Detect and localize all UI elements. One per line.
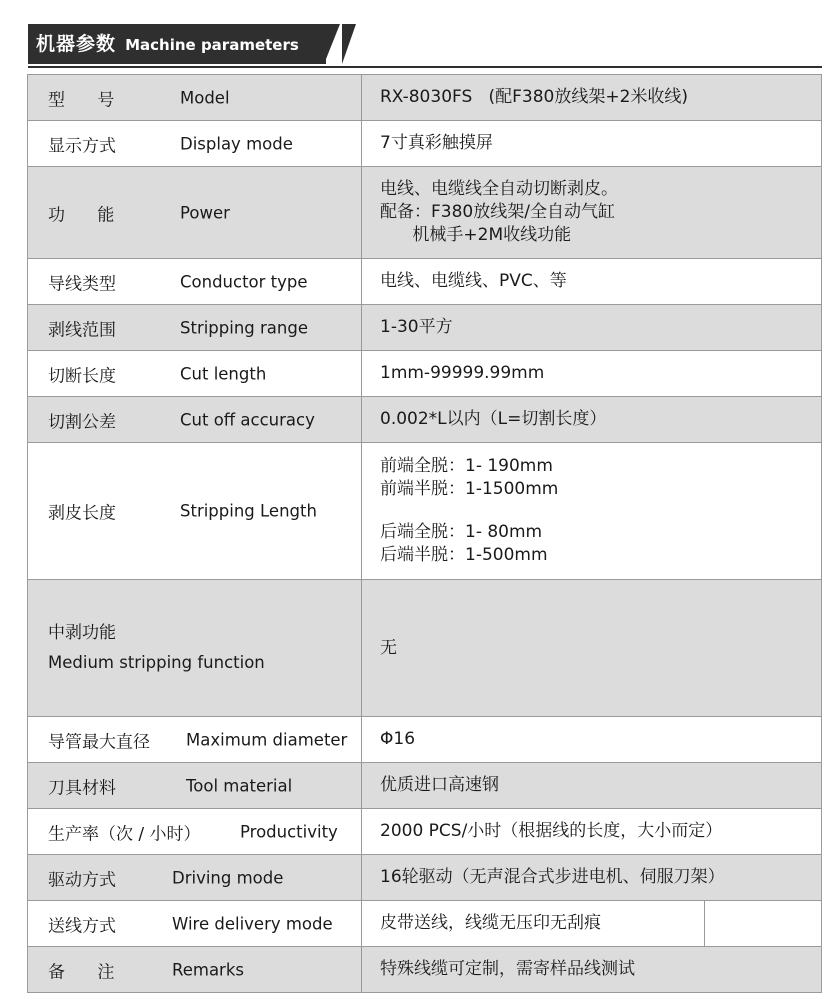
table-row-max-diameter bbox=[27, 717, 822, 763]
label-cell bbox=[27, 397, 362, 442]
value-line: 无 bbox=[380, 637, 397, 658]
header-title bbox=[36, 24, 299, 64]
label-cell bbox=[27, 121, 362, 166]
label-en: Power bbox=[180, 203, 230, 222]
label-cn: 剥线范围 bbox=[48, 320, 116, 340]
value-cell bbox=[362, 809, 822, 854]
parameters-table bbox=[27, 74, 822, 993]
table-row-remarks bbox=[27, 947, 822, 993]
label-en: Cut length bbox=[180, 364, 267, 383]
value-line: 7寸真彩触摸屏 bbox=[380, 133, 493, 153]
value-cell bbox=[362, 259, 822, 304]
value-line: 2000 PCS/小时（根据线的长度，大小而定） bbox=[380, 821, 723, 841]
value-line: 后端全脱：1- 80mm bbox=[380, 522, 543, 542]
label-cn: 导管最大直径 bbox=[48, 732, 150, 752]
label-cn: 切断长度 bbox=[48, 366, 116, 386]
label-cell bbox=[27, 305, 362, 350]
label-cn: 生产率（次 / 小时） bbox=[48, 824, 201, 844]
value-line: 配备：F380放线架/全自动气缸 bbox=[380, 202, 615, 222]
label-en: Display mode bbox=[180, 134, 293, 153]
value-cell bbox=[362, 947, 822, 992]
label-cn: 型 号 bbox=[48, 90, 115, 110]
table-row-driving-mode bbox=[27, 855, 822, 901]
value-line: 机械手+2M收线功能 bbox=[380, 225, 572, 245]
label-en: Cut off accuracy bbox=[180, 410, 315, 429]
value-cell bbox=[362, 167, 822, 258]
label-cn: 显示方式 bbox=[48, 136, 116, 156]
value-cell bbox=[362, 121, 822, 166]
label-en: Productivity bbox=[240, 822, 338, 841]
value-line: Φ16 bbox=[380, 729, 416, 749]
table-row-wire-delivery bbox=[27, 901, 822, 947]
empty-subcell bbox=[704, 901, 821, 946]
header-stripe-accent bbox=[342, 24, 356, 64]
label-cn: 功 能 bbox=[48, 205, 115, 225]
header-stripe bbox=[324, 24, 340, 64]
table-row-cut-length bbox=[27, 351, 822, 397]
label-cell bbox=[27, 75, 362, 120]
table-row-display bbox=[27, 121, 822, 167]
label-cell bbox=[27, 717, 362, 762]
label-stack bbox=[48, 618, 265, 678]
table-row-tool-material bbox=[27, 763, 822, 809]
label-cell bbox=[27, 351, 362, 396]
table-row-medium-stripping bbox=[27, 580, 822, 717]
table-row-power bbox=[27, 167, 822, 259]
label-en: Maximum diameter bbox=[186, 730, 348, 749]
label-en: Medium stripping function bbox=[48, 653, 265, 672]
value-cell bbox=[362, 580, 822, 716]
label-cell bbox=[27, 947, 362, 992]
header-title-en: Machine parameters bbox=[125, 36, 299, 54]
label-en: Model bbox=[180, 88, 230, 107]
label-en: Tool material bbox=[186, 776, 293, 795]
label-cell bbox=[27, 763, 362, 808]
table-row-productivity bbox=[27, 809, 822, 855]
table-row-model bbox=[27, 75, 822, 121]
header-divider bbox=[28, 66, 822, 68]
value-line: 皮带送线，线缆无压印无刮痕 bbox=[380, 913, 601, 933]
label-cn: 切割公差 bbox=[48, 412, 116, 432]
value-cell bbox=[362, 351, 822, 396]
label-cell bbox=[27, 580, 362, 716]
value-line: 0.002*L以内（L=切割长度） bbox=[380, 409, 607, 429]
label-cell bbox=[27, 809, 362, 854]
table-row-conductor-type bbox=[27, 259, 822, 305]
value-line: 1mm-99999.99mm bbox=[380, 363, 545, 383]
table-row-stripping-length bbox=[27, 443, 822, 580]
label-cn: 驱动方式 bbox=[48, 870, 116, 890]
value-line: 后端半脱：1-500mm bbox=[380, 545, 548, 565]
label-cell bbox=[27, 901, 362, 946]
value-cell bbox=[362, 901, 822, 946]
value-line: 特殊线缆可定制，需寄样品线测试 bbox=[380, 959, 635, 979]
value-line: 优质进口高速钢 bbox=[380, 775, 499, 795]
value-cell bbox=[362, 855, 822, 900]
label-cell bbox=[27, 443, 362, 579]
label-en: Stripping Length bbox=[180, 501, 317, 521]
table-row-stripping-range bbox=[27, 305, 822, 351]
value-cell bbox=[362, 75, 822, 120]
label-en: Driving mode bbox=[172, 868, 284, 887]
label-cell bbox=[27, 259, 362, 304]
label-en: Stripping range bbox=[180, 318, 308, 337]
label-cn: 剥皮长度 bbox=[48, 503, 116, 524]
label-cn: 刀具材料 bbox=[48, 778, 116, 798]
label-cell bbox=[27, 167, 362, 258]
value-line: 1-30平方 bbox=[380, 317, 453, 337]
section-header bbox=[28, 24, 348, 64]
header-title-cn: 机器参数 bbox=[36, 33, 117, 55]
value-cell bbox=[362, 717, 822, 762]
label-en: Conductor type bbox=[180, 272, 308, 291]
value-line: 电线、电缆线、PVC、等 bbox=[380, 271, 567, 291]
value-line: 前端全脱：1- 190mm bbox=[380, 456, 553, 476]
label-cn: 送线方式 bbox=[48, 916, 116, 936]
value-line: 电线、电缆线全自动切断剥皮。 bbox=[380, 179, 618, 199]
label-cn: 中剥功能 bbox=[48, 623, 116, 643]
label-cell bbox=[27, 855, 362, 900]
value-spacer bbox=[380, 501, 821, 521]
label-en: Remarks bbox=[172, 960, 244, 979]
value-cell bbox=[362, 443, 822, 579]
value-line: RX-8030FS (配F380放线架+2米收线) bbox=[380, 87, 689, 107]
label-cn: 导线类型 bbox=[48, 274, 116, 294]
label-en: Wire delivery mode bbox=[172, 914, 333, 933]
value-cell bbox=[362, 305, 822, 350]
value-cell bbox=[362, 763, 822, 808]
value-line: 前端半脱：1-1500mm bbox=[380, 479, 559, 499]
label-cn: 备 注 bbox=[48, 962, 115, 982]
value-cell bbox=[362, 397, 822, 442]
value-line: 16轮驱动（无声混合式步进电机、伺服刀架） bbox=[380, 867, 725, 887]
table-row-cut-accuracy bbox=[27, 397, 822, 443]
